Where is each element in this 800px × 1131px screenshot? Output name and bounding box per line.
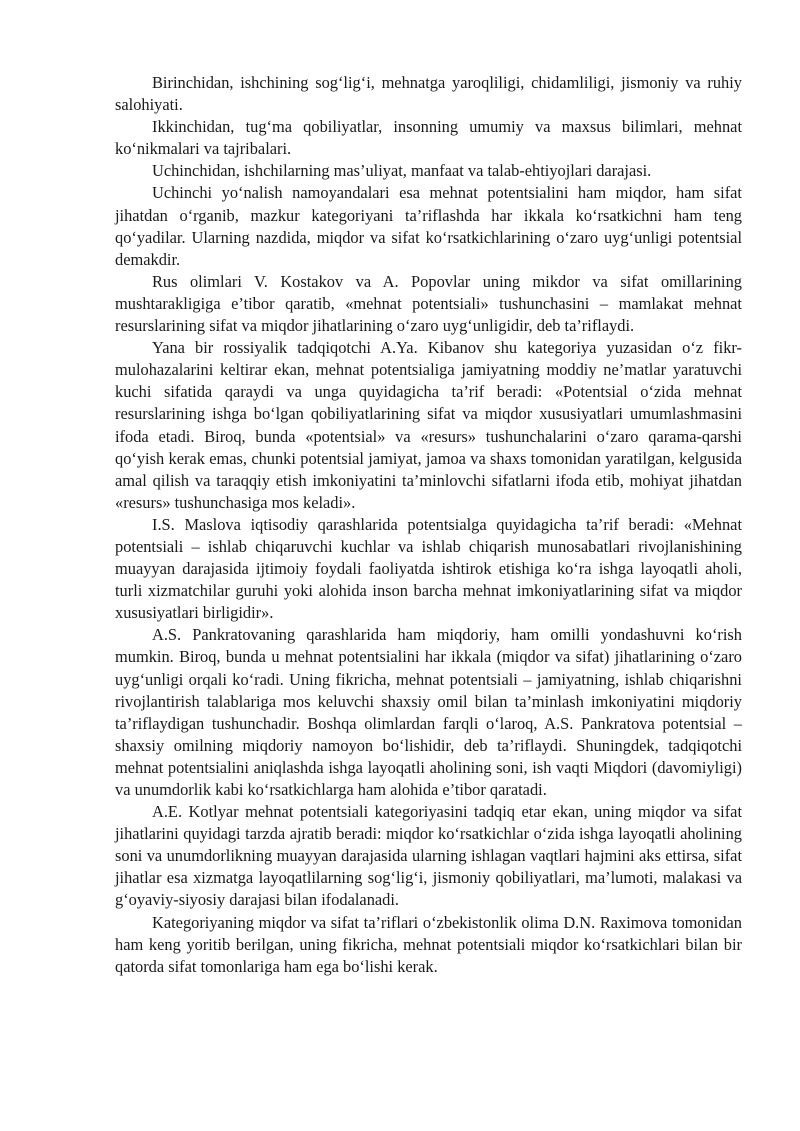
paragraph-10: Kategoriyaning miqdor va sifat ta’riflari o‘zbekistonlik olima D.N. Raximova tomonidan ham keng yoritib berilgan, uning fikricha, mehnat potentsiali miqdor ko‘rsatkichlari bilan bir qatorda sifat tomonlariga ham ega bo‘lishi kerak. bbox=[115, 912, 742, 976]
paragraph-6: Yana bir rossiyalik tadqiqotchi A.Ya. Kibanov shu kategoriya yuzasidan o‘z fikr-mulohazalarini keltirar ekan, mehnat potentsialiga jamiyatning moddiy ne’matlar yaratuvchi kuchi sifatida qaraydi va unga quyidagicha ta’rif beradi: «Potentsial o‘zida mehnat resurslarining ishga bo‘lgan qobiliyatlarining sifat va miqdor xususiyatlari umumlashmasini ifoda etadi. Biroq, bunda «potentsial» va «resurs» tushunchalarini o‘zaro qarama-qarshi qo‘yish kerak emas, chunki potentsial jamiyat, jamoa va shaxs tomonidan yaratilgan, kelgusida amal qilish va taraqqiy etish imkoniyatini ta’minlovchi sifatlarni ifoda etib, mohiyat jihatdan «resurs» tushunchasiga mos keladi». bbox=[115, 338, 742, 512]
paragraph-8: A.S. Pankratovaning qarashlarida ham miqdoriy, ham omilli yondashuvni ko‘rish mumkin. Biroq, bunda u mehnat potentsialini har ikkala (miqdor va sifat) jihatlarining o‘zaro uyg‘unligi orqali ko‘radi. Uning fikricha, mehnat potentsiali – jamiyatning, ishlab chiqarishni rivojlantirish talablariga mos keluvchi shaxsiy omil bilan ta’minlash imkoniyatini miqdoriy ta’riflaydigan tushunchadir. Boshqa olimlardan farqli o‘laroq, A.S. Pankratova potentsial – shaxsiy omilning miqdoriy namoyon bo‘lishidir, deb ta’riflaydi. Shuningdek, tadqiqotchi mehnat potentsialini aniqlashda ishga layoqatli aholining soni, ish vaqti Miqdori (davomiyligi) va unumdorlik kabi ko‘rsatkichlarga ham alohida e’tibor qaratadi. bbox=[115, 625, 742, 799]
paragraph-9: A.E. Kotlyar mehnat potentsiali kategoriyasini tadqiq etar ekan, uning miqdor va sifat jihatlarini quyidagi tarzda ajratib beradi: miqdor ko‘rsatkichlar o‘zida ishga layoqatli aholining soni va unumdorlikning muayyan darajasida ularning ishlagan vaqtlari hajmini aks ettirsa, sifat jihatlar esa xizmatga layoqatlilarning sog‘lig‘i, jismoniy qobiliyatlari, ma’lumoti, malakasi va g‘oyaviy-siyosiy darajasi bilan ifodalanadi. bbox=[115, 802, 742, 910]
paragraph-7: I.S. Maslova iqtisodiy qarashlarida potentsialga quyidagicha ta’rif beradi: «Mehnat potentsiali – ishlab chiqaruvchi kuchlar va ishlab chiqarish munosabatlari rivojlanishining muayyan darajasida ijtimoiy foydali faoliyatda ishtirok etishiga ko‘ra ishga layoqatli aholi, turli xizmatchilar guruhi yoki alohida inson barcha mehnat imkoniyatlarining sifat va miqdor xususiyatlari birligidir». bbox=[115, 514, 742, 623]
paragraph-1: Birinchidan, ishchining sog‘lig‘i, mehnatga yaroqliligi, chidamliligi, jismoniy va ruhiy salohiyati. bbox=[115, 73, 742, 115]
paragraph-3: Uchinchidan, ishchilarning mas’uliyat, manfaat va talab-ehtiyojlari darajasi. bbox=[152, 161, 652, 181]
paragraph-2: Ikkinchidan, tug‘ma qobiliyatlar, insonning umumiy va maxsus bilimlari, mehnat ko‘nikmalari va tajribalari. bbox=[115, 117, 742, 159]
paragraph-4: Uchinchi yo‘nalish namoyandalari esa mehnat potentsialini ham miqdor, ham sifat jihatdan o‘rganib, mazkur kategoriyani ta’riflashda har ikkala ko‘rsatkichni ham teng qo‘yadilar. Ularning nazdida, miqdor va sifat ko‘rsatkichlarining o‘zaro uyg‘unligi potentsial demakdir. bbox=[115, 183, 742, 269]
document-page bbox=[115, 72, 742, 978]
paragraph-5: Rus olimlari V. Kostakov va A. Popovlar uning mikdor va sifat omillarining mushtarakligiga e’tibor qaratib, «mehnat potentsiali» tushunchasini – mamlakat mehnat resurslarining sifat va miqdor jihatlarining o‘zaro uyg‘unligidir, deb ta’riflaydi. bbox=[115, 271, 742, 336]
